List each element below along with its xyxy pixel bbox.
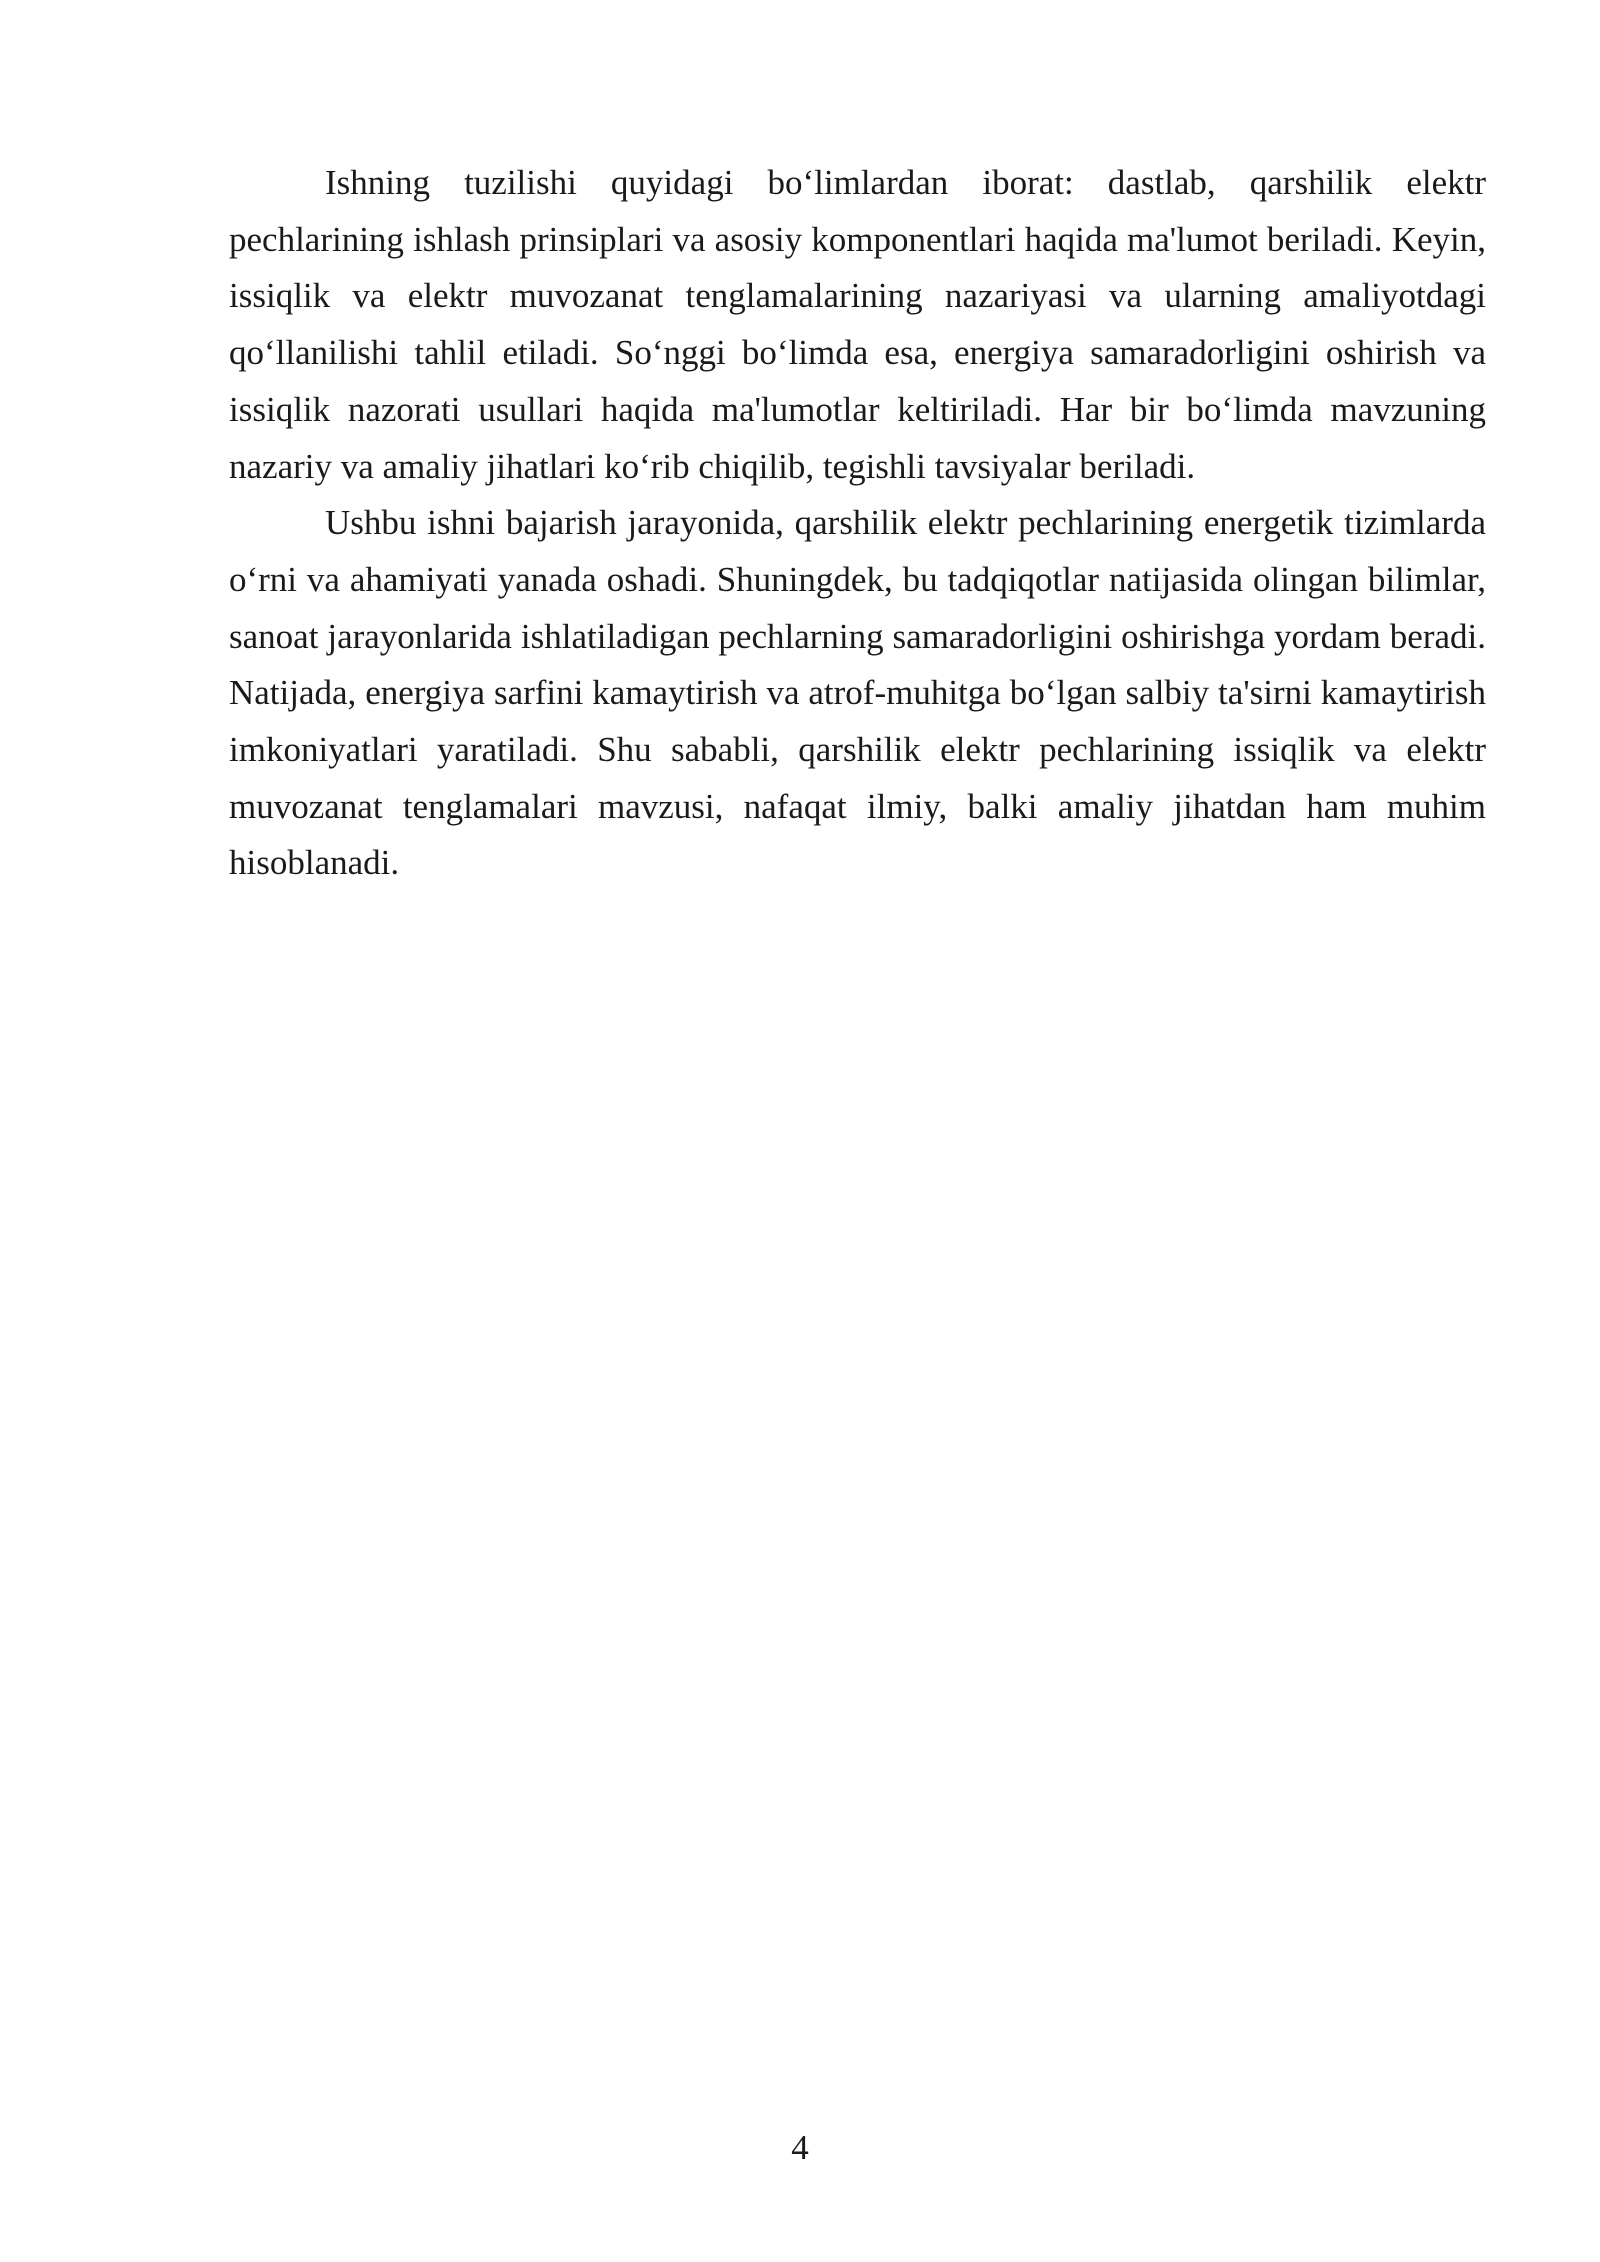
page-number: 4	[791, 2128, 809, 2167]
body-text	[229, 155, 1486, 892]
paragraph-significance: Ushbu ishni bajarish jarayonida, qarshilik elektr pechlarining energetik tizimlarda o‘rni va ahamiyati yanada oshadi. Shuningdek, bu tadqiqotlar natijasida olingan bilimlar, sanoat jarayonlarida ishlatiladigan pechlarning samaradorligini oshirishga yordam beradi. Natijada, energiya sarfini kamaytirish va atrof-muhitga bo‘lgan salbiy ta'sirni kamaytirish imkoniyatlari yaratiladi. Shu sababli, qarshilik elektr pechlarining issiqlik va elektr muvozanat tenglamalari mavzusi, nafaqat ilmiy, balki amaliy jihatdan ham muhim hisoblanadi.	[229, 503, 1486, 883]
paragraph-structure: Ishning tuzilishi quyidagi bo‘limlardan iborat: dastlab, qarshilik elektr pechlarining ishlash prinsiplari va asosiy komponentlari haqida ma'lumot beriladi. Keyin, issiqlik va elektr muvozanat tenglamalarining nazariyasi va ularning amaliyotdagi qo‘llanilishi tahlil etiladi. So‘nggi bo‘limda esa, energiya samaradorligini oshirish va issiqlik nazorati usullari haqida ma'lumotlar keltiriladi. Har bir bo‘limda mavzuning nazariy va amaliy jihatlari ko‘rib chiqilib, tegishli tavsiyalar beriladi.	[229, 163, 1486, 486]
